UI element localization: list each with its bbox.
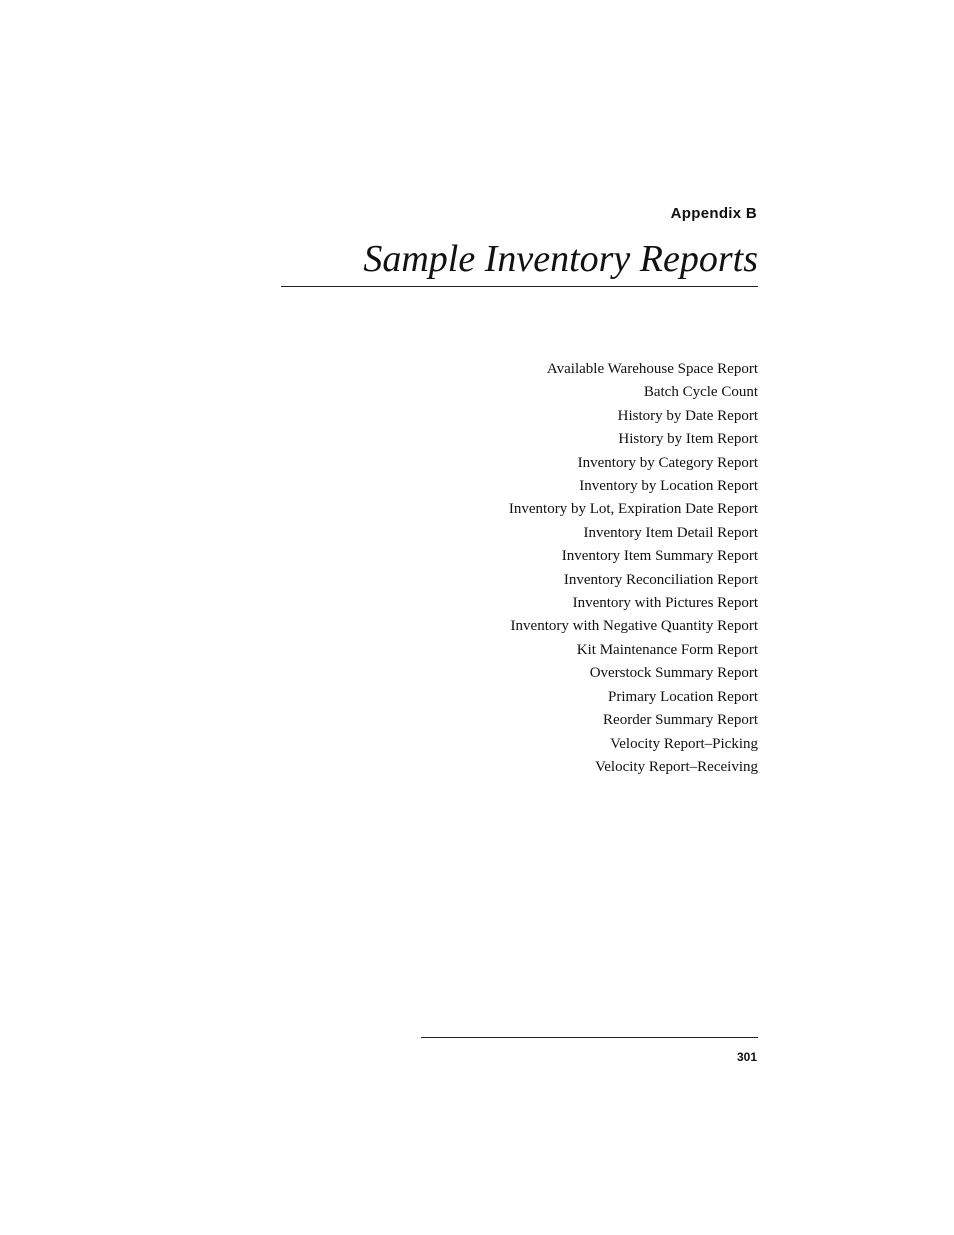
report-list-item[interactable]: Inventory by Lot, Expiration Date Report xyxy=(508,501,758,518)
report-list-item[interactable]: History by Date Report xyxy=(617,407,758,424)
report-list-item[interactable]: Inventory Item Summary Report xyxy=(561,548,758,565)
report-list-item[interactable]: Inventory Item Detail Report xyxy=(583,524,758,541)
report-list-item[interactable]: Velocity Report–Receiving xyxy=(595,758,758,775)
report-list xyxy=(509,358,758,779)
title-divider xyxy=(281,286,758,287)
page-number: 301 xyxy=(736,1050,757,1064)
appendix-label: Appendix B xyxy=(670,205,757,222)
footer-divider xyxy=(421,1037,758,1038)
report-list-item[interactable]: Batch Cycle Count xyxy=(643,384,758,401)
report-list-item[interactable]: Velocity Report–Picking xyxy=(610,735,758,752)
report-list-item[interactable]: Primary Location Report xyxy=(608,688,758,705)
report-list-item[interactable]: Inventory with Pictures Report xyxy=(572,595,758,612)
report-list-item[interactable]: Inventory with Negative Quantity Report xyxy=(510,618,758,635)
report-list-item[interactable]: Available Warehouse Space Report xyxy=(546,361,758,377)
report-list-item[interactable]: Inventory by Category Report xyxy=(577,454,758,471)
report-list-item[interactable]: Inventory Reconciliation Report xyxy=(563,571,758,588)
report-list-item[interactable]: Inventory by Location Report xyxy=(579,478,758,495)
report-list-item[interactable]: Reorder Summary Report xyxy=(603,712,758,729)
chapter-title: Sample Inventory Reports xyxy=(363,238,758,280)
report-list-item[interactable]: Overstock Summary Report xyxy=(589,665,758,682)
report-list-item[interactable]: Kit Maintenance Form Report xyxy=(576,641,758,658)
report-list-item[interactable]: History by Item Report xyxy=(618,431,758,448)
